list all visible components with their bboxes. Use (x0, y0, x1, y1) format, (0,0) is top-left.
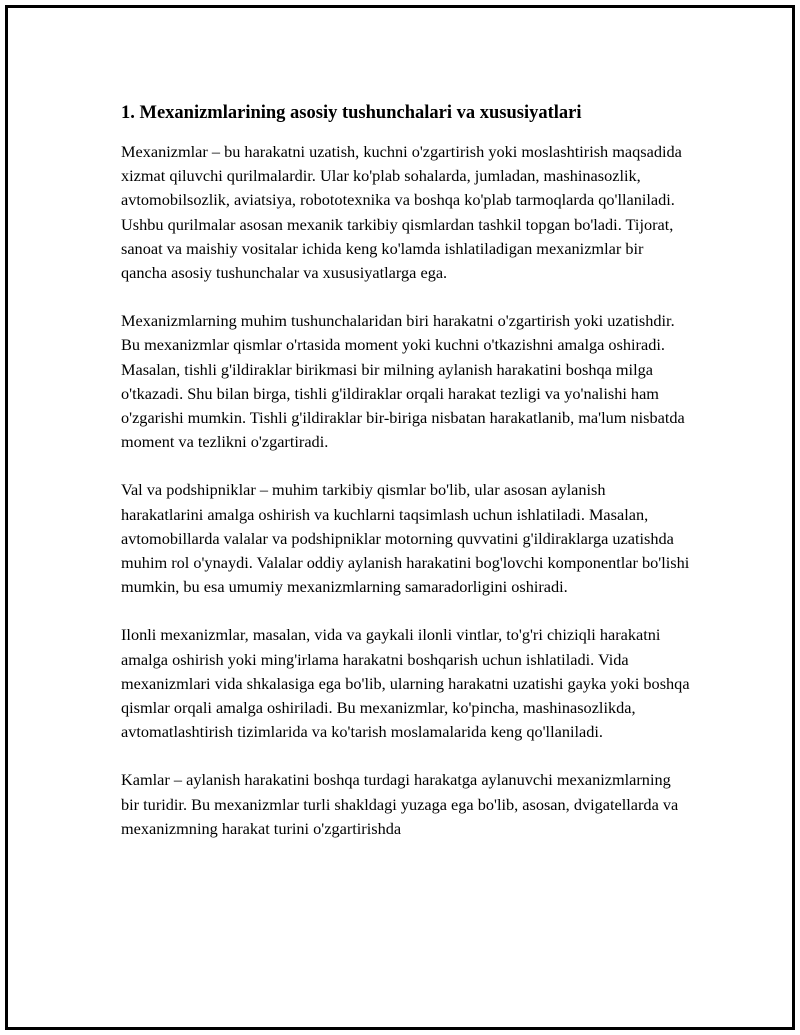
document-page (5, 5, 795, 1030)
document-body (121, 98, 691, 865)
paragraph-2: Mexanizmlarning muhim tushunchalaridan biri harakatni o'zgartirish yoki uzatishdir. Bu mexanizmlar qismlar o'rtasida moment yoki kuchni o'tkazishni amalga oshiradi. Masalan, tishli g'ildiraklar birikmasi bir milning aylanish harakatini boshqa milga o'tkazadi. Shu bilan birga, tishli g'ildiraklar orqali harakat tezligi va yo'nalishi ham o'zgarishi mumkin. Tishli g'ildiraklar bir-biriga nisbatan harakatlanib, ma'lum nisbatda moment va tezlikni o'zgartiradi. (121, 311, 685, 452)
paragraph-1: Mexanizmlar – bu harakatni uzatish, kuchni o'zgartirish yoki moslashtirish maqsadida xizmat qiluvchi qurilmalardir. Ular ko'plab sohalarda, jumladan, mashinasozlik, avtomobilsozlik, aviatsiya, robototexnika va boshqa ko'plab tarmoqlarda qo'llaniladi. Ushbu qurilmalar asosan mexanik tarkibiy qismlardan tashkil topgan bo'ladi. Tijorat, sanoat va maishiy vositalar ichida keng ko'lamda ishlatiladigan mexanizmlar bir qancha asosiy tushunchalar va xususiyatlarga ega. (121, 142, 682, 283)
paragraph-5: Kamlar – aylanish harakatini boshqa turdagi harakatga aylanuvchi mexanizmlarning bir turidir. Bu mexanizmlar turli shakldagi yuzaga ega bo'lib, asosan, dvigatellarda va mexanizmning harakat turini o'zgartirishda (121, 770, 679, 838)
paragraph-3: Val va podshipniklar – muhim tarkibiy qismlar bo'lib, ular asosan aylanish harakatlarini amalga oshirish va kuchlarni taqsimlash uchun ishlatiladi. Masalan, avtomobillarda valalar va podshipniklar motorning quvvatini g'ildiraklarga uzatishda muhim rol o'ynaydi. Valalar oddiy aylanish harakatini bog'lovchi komponentlar bo'lishi mumkin, bu esa umumiy mexanizmlarning samaradorligini oshiradi. (121, 480, 690, 597)
section-heading: 1. Mexanizmlarining asosiy tushunchalari va xususiyatlari (121, 103, 582, 123)
paragraph-4: Ilonli mexanizmlar, masalan, vida va gaykali ilonli vintlar, to'g'ri chiziqli harakatni amalga oshirish yoki ming'irlama harakatni boshqarish uchun ishlatiladi. Vida mexanizmlari vida shkalasiga ega bo'lib, ularning harakatni uzatishi gayka yoki boshqa qismlar orqali amalga oshiriladi. Bu mexanizmlar, ko'pincha, mashinasozlikda, avtomatlashtirish tizimlarida va ko'tarish moslamalarida keng qo'llaniladi. (121, 625, 690, 742)
